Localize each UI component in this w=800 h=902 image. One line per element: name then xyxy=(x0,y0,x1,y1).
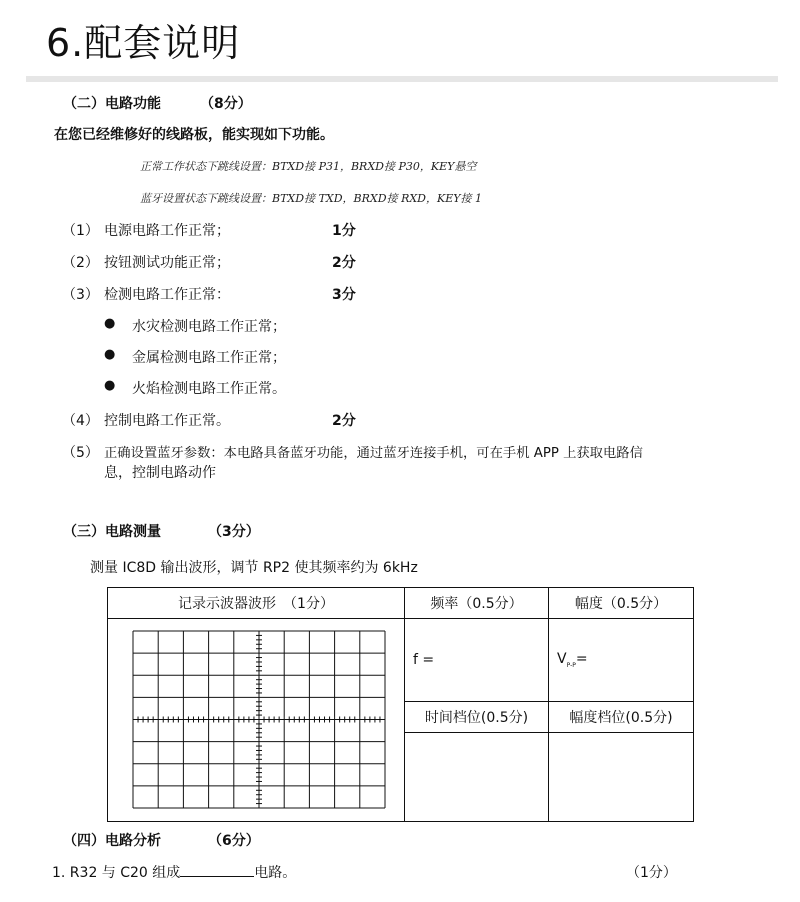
item-score: 3分 xyxy=(332,287,356,303)
item-text: 电源电路工作正常； xyxy=(104,223,230,239)
question-1-suffix: 电路。 xyxy=(254,865,297,881)
section2-heading: （二）电路功能 xyxy=(63,96,161,112)
vpp-equals: = xyxy=(575,651,588,668)
item-text: 正确设置蓝牙参数：本电路具备蓝牙功能，通过蓝牙连接手机，可在手机 APP 上获取电路信 xyxy=(104,446,643,461)
amplitude-header: 幅度（0.5分） xyxy=(549,588,694,619)
section4-heading: （四）电路分析 xyxy=(63,833,161,849)
item-text-continued: 息，控制电路动作 xyxy=(104,465,216,481)
item-number: （3） xyxy=(62,287,99,303)
waveform-header: 记录示波器波形 （1分） xyxy=(108,588,405,619)
section3-score: （3分） xyxy=(208,524,260,540)
frequency-header: 频率（0.5分） xyxy=(405,588,549,619)
bullet-text: 金属检测电路工作正常； xyxy=(132,350,286,366)
item-text: 按钮测试功能正常； xyxy=(104,255,230,271)
section2-score: （8分） xyxy=(200,96,252,112)
item-score: 1分 xyxy=(332,223,356,239)
bullet-text: 火焰检测电路工作正常。 xyxy=(132,381,286,397)
measurement-instruction: 测量 IC8D 输出波形，调节 RP2 使其频率约为 6kHz xyxy=(90,560,418,576)
page-title: 6.配套说明 xyxy=(46,21,241,65)
item-number: （5） xyxy=(62,445,99,461)
bullet-icon: ● xyxy=(104,378,116,393)
item-number: （4） xyxy=(62,413,99,429)
bullet-text: 水灾检测电路工作正常； xyxy=(132,319,286,335)
question-1-score: （1分） xyxy=(626,865,677,881)
oscilloscope-grid xyxy=(108,619,404,817)
question-1 xyxy=(52,862,296,882)
jumper-note-normal: 正常工作状态下跳线设置：BTXD接 P31，BRXD接 P30，KEY悬空 xyxy=(140,160,477,173)
item-text: 控制电路工作正常。 xyxy=(104,413,230,429)
volt-division-cell[interactable] xyxy=(549,732,694,821)
item-number: （1） xyxy=(62,223,99,239)
vpp-subscript: P-P xyxy=(566,661,576,669)
frequency-cell[interactable] xyxy=(405,619,549,702)
time-division-cell[interactable] xyxy=(405,732,549,821)
vpp-label: V xyxy=(557,651,567,668)
bullet-icon: ● xyxy=(104,316,116,331)
time-division-header: 时间档位(0.5分) xyxy=(405,702,549,733)
bullet-icon: ● xyxy=(104,347,116,362)
amplitude-cell[interactable] xyxy=(549,619,694,702)
section4-score: （6分） xyxy=(208,833,260,849)
title-divider xyxy=(26,76,778,82)
oscilloscope-cell xyxy=(108,619,405,822)
section3-heading: （三）电路测量 xyxy=(63,524,161,540)
item-score: 2分 xyxy=(332,255,356,271)
volt-division-header: 幅度档位(0.5分) xyxy=(549,702,694,733)
section2-intro: 在您已经维修好的线路板，能实现如下功能。 xyxy=(54,127,334,143)
measurement-table xyxy=(107,587,694,822)
question-1-prefix: 1. R32 与 C20 组成 xyxy=(52,865,181,881)
item-number: （2） xyxy=(62,255,99,271)
answer-blank[interactable] xyxy=(180,862,254,877)
item-score: 2分 xyxy=(332,413,356,429)
item-text: 检测电路工作正常： xyxy=(104,287,230,303)
frequency-label: f = xyxy=(413,652,435,669)
jumper-note-bluetooth: 蓝牙设置状态下跳线设置：BTXD接 TXD，BRXD接 RXD，KEY接 1 xyxy=(140,192,483,205)
